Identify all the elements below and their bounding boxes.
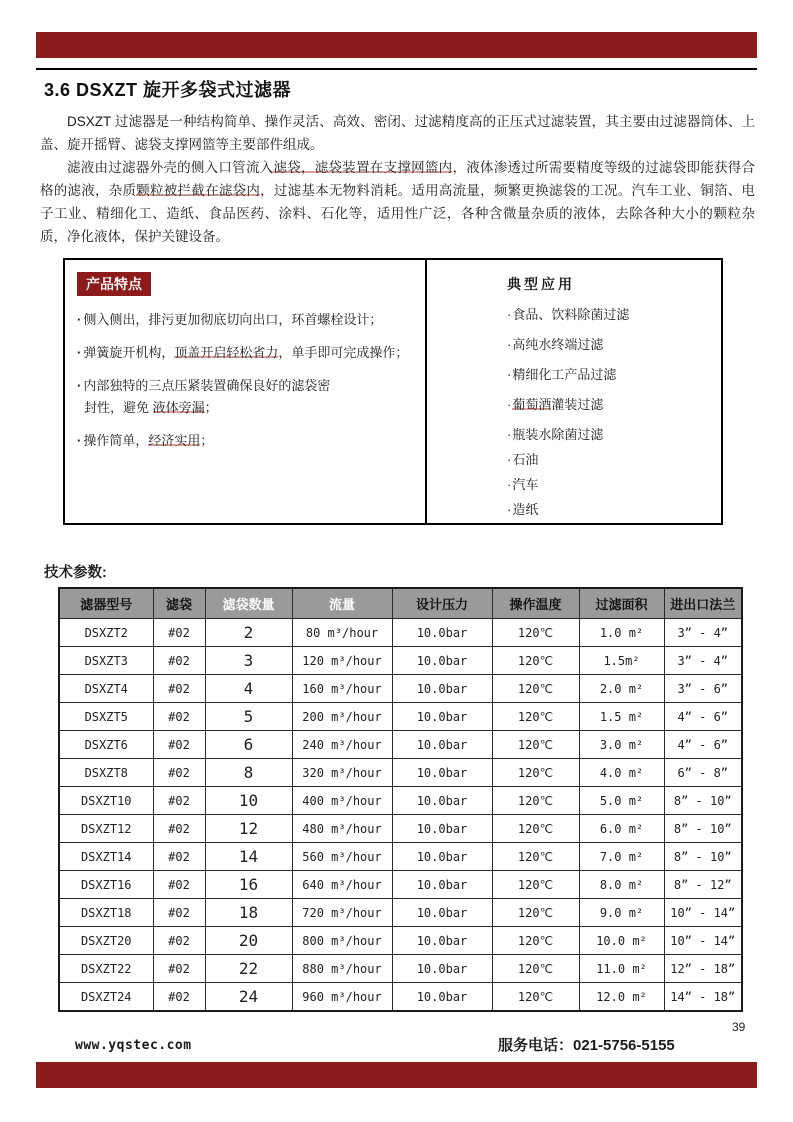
table-row	[59, 759, 742, 787]
table-header-row	[59, 588, 742, 619]
table-cell: 120℃	[492, 871, 579, 899]
table-cell: 8” - 10”	[664, 843, 742, 871]
text-run: 封性，避免	[84, 400, 153, 415]
table-cell: DSXZT14	[59, 843, 153, 871]
table-cell: 120 m³/hour	[292, 647, 392, 675]
table-cell: 5	[205, 703, 292, 731]
title-rule	[36, 68, 757, 70]
text-run: 造纸	[512, 502, 539, 517]
applications-list	[507, 306, 711, 519]
table-cell: 120℃	[492, 899, 579, 927]
table-cell: DSXZT24	[59, 983, 153, 1012]
column-header: 流量	[292, 588, 392, 619]
table-cell: 120℃	[492, 759, 579, 787]
footer-website: www.yqstec.com	[75, 1038, 192, 1053]
table-cell: 14	[205, 843, 292, 871]
table-cell: 120℃	[492, 647, 579, 675]
table-cell: #02	[153, 899, 205, 927]
table-cell: 14” - 18”	[664, 983, 742, 1012]
table-row	[59, 731, 742, 759]
table-cell: DSXZT12	[59, 815, 153, 843]
table-cell: 12.0 m²	[579, 983, 664, 1012]
table-cell: 10.0bar	[392, 843, 492, 871]
table-cell: 3” - 4”	[664, 619, 742, 647]
table-cell: 8” - 10”	[664, 815, 742, 843]
table-cell: 1.0 m²	[579, 619, 664, 647]
table-cell: #02	[153, 703, 205, 731]
table-cell: #02	[153, 843, 205, 871]
table-cell: DSXZT2	[59, 619, 153, 647]
application-item	[507, 396, 711, 414]
table-cell: 200 m³/hour	[292, 703, 392, 731]
table-cell: 560 m³/hour	[292, 843, 392, 871]
table-cell: 24	[205, 983, 292, 1012]
table-cell: 10.0bar	[392, 759, 492, 787]
table-cell: 18	[205, 899, 292, 927]
footer-service-phone: 服务电话：021-5756-5155	[498, 1037, 675, 1054]
table-cell: 120℃	[492, 787, 579, 815]
features-applications-box	[63, 258, 723, 525]
table-cell: 11.0 m²	[579, 955, 664, 983]
table-cell: 22	[205, 955, 292, 983]
table-row	[59, 647, 742, 675]
application-item	[507, 476, 711, 494]
table-cell: DSXZT5	[59, 703, 153, 731]
column-header: 滤器型号	[59, 588, 153, 619]
text-run: ，液体渗透过所需要精度等级的过滤袋即能获得合格的滤液，杂质	[40, 160, 756, 198]
table-row	[59, 843, 742, 871]
feature-item	[77, 398, 411, 417]
column-header: 操作温度	[492, 588, 579, 619]
text-run: 滤液由过滤器外壳的侧入口管流入	[67, 160, 274, 175]
table-cell: 1.5 m²	[579, 703, 664, 731]
table-cell: DSXZT3	[59, 647, 153, 675]
table-cell: 960 m³/hour	[292, 983, 392, 1012]
red-annotation-mark: 葡萄酒	[512, 397, 552, 412]
column-header: 进出口法兰	[664, 588, 742, 619]
table-cell: #02	[153, 675, 205, 703]
intro-paragraph-2	[40, 156, 755, 248]
column-header: 过滤面积	[579, 588, 664, 619]
table-cell: 10.0bar	[392, 619, 492, 647]
text-run: 弹簧旋开机构，	[83, 345, 175, 360]
text-run: 侧入侧出，排污更加彻底切向出口，环首螺栓设计；	[83, 312, 383, 327]
table-cell: 3	[205, 647, 292, 675]
feature-item	[77, 376, 411, 395]
table-cell: DSXZT4	[59, 675, 153, 703]
table-cell: 2.0 m²	[579, 675, 664, 703]
text-run: ；	[200, 433, 214, 448]
table-cell: 10	[205, 787, 292, 815]
application-item	[507, 336, 711, 354]
table-cell: 3” - 4”	[664, 647, 742, 675]
applications-column	[427, 260, 721, 523]
table-cell: 120℃	[492, 927, 579, 955]
table-row	[59, 619, 742, 647]
table-cell: 8” - 10”	[664, 787, 742, 815]
table-row	[59, 787, 742, 815]
table-cell: 12” - 18”	[664, 955, 742, 983]
table-cell: 10.0bar	[392, 871, 492, 899]
table-row	[59, 675, 742, 703]
table-cell: #02	[153, 787, 205, 815]
table-cell: 80 m³/hour	[292, 619, 392, 647]
table-cell: 10.0bar	[392, 675, 492, 703]
page-number: 39	[732, 1020, 746, 1034]
table-cell: DSXZT16	[59, 871, 153, 899]
table-cell: 6	[205, 731, 292, 759]
table-cell: 7.0 m²	[579, 843, 664, 871]
table-cell: 800 m³/hour	[292, 927, 392, 955]
table-cell: 4” - 6”	[664, 703, 742, 731]
red-annotation-mark: 液体旁漏	[152, 400, 205, 415]
table-cell: 10.0bar	[392, 647, 492, 675]
table-cell: DSXZT22	[59, 955, 153, 983]
feature-item	[77, 343, 411, 362]
text-run: ，单手即可完成操作；	[278, 345, 409, 360]
table-cell: 160 m³/hour	[292, 675, 392, 703]
table-cell: 10.0bar	[392, 787, 492, 815]
application-item	[507, 306, 711, 324]
text-run: 内部独特的三点压紧装置确保良好的滤袋密	[83, 378, 331, 393]
table-cell: 120℃	[492, 955, 579, 983]
table-cell: 10.0bar	[392, 927, 492, 955]
text-run: ；	[204, 400, 218, 415]
table-cell: #02	[153, 647, 205, 675]
text-run: 操作简单，	[83, 433, 149, 448]
table-cell: 120℃	[492, 731, 579, 759]
table-cell: 120℃	[492, 815, 579, 843]
table-cell: 4.0 m²	[579, 759, 664, 787]
red-annotation-mark: 经济实用	[148, 433, 201, 448]
text-run: 灌装过滤	[551, 397, 604, 412]
table-cell: 6” - 8”	[664, 759, 742, 787]
table-cell: #02	[153, 619, 205, 647]
table-cell: 6.0 m²	[579, 815, 664, 843]
table-row	[59, 927, 742, 955]
application-item	[507, 366, 711, 384]
table-cell: 120℃	[492, 675, 579, 703]
table-cell: 240 m³/hour	[292, 731, 392, 759]
text-run: ，过滤基本无物料消耗。适用高流量，频繁更换滤袋的工况。汽车工业、铜箔、电子工业、精细化工、造纸、食品医药、涂料、石化等，适用性广泛，各种含微量杂质的液体，去除各种大小的颗粒杂质，净化液体，保护关键设备。	[40, 183, 756, 244]
text-run: 高纯水终端过滤	[512, 337, 604, 352]
table-cell: 3.0 m²	[579, 731, 664, 759]
features-title: 产品特点	[77, 272, 151, 296]
table-row	[59, 703, 742, 731]
text-run: 汽车	[512, 477, 539, 492]
tech-params-label: 技术参数:	[44, 565, 107, 581]
table-row	[59, 871, 742, 899]
text-run: 石油	[512, 452, 539, 467]
table-cell: 120℃	[492, 843, 579, 871]
table-cell: 10.0bar	[392, 815, 492, 843]
table-cell: 10.0bar	[392, 703, 492, 731]
table-cell: DSXZT18	[59, 899, 153, 927]
table-cell: 10” - 14”	[664, 927, 742, 955]
table-cell: 120℃	[492, 703, 579, 731]
intro-text	[40, 110, 755, 248]
table-cell: DSXZT20	[59, 927, 153, 955]
table-cell: 4” - 6”	[664, 731, 742, 759]
features-column	[65, 260, 427, 523]
table-cell: 10.0bar	[392, 983, 492, 1012]
table-cell: #02	[153, 955, 205, 983]
table-cell: 480 m³/hour	[292, 815, 392, 843]
table-cell: 16	[205, 871, 292, 899]
table-cell: #02	[153, 759, 205, 787]
column-header: 滤袋数量	[205, 588, 292, 619]
table-cell: 4	[205, 675, 292, 703]
table-row	[59, 899, 742, 927]
table-cell: DSXZT10	[59, 787, 153, 815]
feature-item	[77, 431, 411, 450]
text-run: DSXZT 过滤器是一种结构简单、操作灵活、高效、密闭、过滤精度高的正压式过滤装置，其主要由过滤器筒体、上盖、旋开摇臂、滤袋支撑网篮等主要部件组成。	[40, 114, 755, 152]
table-cell: 20	[205, 927, 292, 955]
red-annotation-mark: 顶盖开启轻松省力	[174, 345, 279, 360]
red-annotation-mark: 颗粒被拦截在滤袋内	[136, 183, 261, 198]
column-header: 滤袋	[153, 588, 205, 619]
features-list	[77, 310, 411, 450]
column-header: 设计压力	[392, 588, 492, 619]
bottom-accent-bar	[36, 1062, 757, 1088]
table-cell: 10.0bar	[392, 955, 492, 983]
table-cell: 12	[205, 815, 292, 843]
table-cell: 5.0 m²	[579, 787, 664, 815]
table-cell: 120℃	[492, 619, 579, 647]
table-row	[59, 955, 742, 983]
application-item	[507, 426, 711, 444]
table-cell: 720 m³/hour	[292, 899, 392, 927]
table-cell: 8” - 12”	[664, 871, 742, 899]
feature-item	[77, 310, 411, 329]
tech-params-table	[58, 587, 743, 1012]
applications-title: 典型应用	[507, 276, 575, 292]
table-cell: #02	[153, 983, 205, 1012]
table-cell: 8.0 m²	[579, 871, 664, 899]
table-cell: 9.0 m²	[579, 899, 664, 927]
table-cell: 2	[205, 619, 292, 647]
text-run: 精细化工产品过滤	[512, 367, 617, 382]
application-item	[507, 501, 711, 519]
application-item	[507, 451, 711, 469]
table-cell: #02	[153, 731, 205, 759]
table-cell: DSXZT6	[59, 731, 153, 759]
top-accent-bar	[36, 32, 757, 58]
table-cell: #02	[153, 815, 205, 843]
table-cell: DSXZT8	[59, 759, 153, 787]
table-row	[59, 983, 742, 1012]
table-cell: 880 m³/hour	[292, 955, 392, 983]
table-cell: 120℃	[492, 983, 579, 1012]
section-title: 3.6 DSXZT 旋开多袋式过滤器	[44, 80, 292, 100]
table-cell: 10.0 m²	[579, 927, 664, 955]
table-cell: 10.0bar	[392, 899, 492, 927]
table-cell: 1.5m²	[579, 647, 664, 675]
red-annotation-mark: 滤袋，滤袋装置在支撑网篮内	[273, 160, 453, 175]
table-cell: 320 m³/hour	[292, 759, 392, 787]
table-cell: #02	[153, 871, 205, 899]
table-cell: 8	[205, 759, 292, 787]
table-cell: 3” - 6”	[664, 675, 742, 703]
table-cell: 400 m³/hour	[292, 787, 392, 815]
intro-paragraph-1	[40, 110, 755, 156]
table-cell: 640 m³/hour	[292, 871, 392, 899]
text-run: 食品、饮料除菌过滤	[512, 307, 630, 322]
table-cell: 10” - 14”	[664, 899, 742, 927]
table-row	[59, 815, 742, 843]
text-run: 瓶装水除菌过滤	[512, 427, 604, 442]
table-cell: #02	[153, 927, 205, 955]
table-cell: 10.0bar	[392, 731, 492, 759]
